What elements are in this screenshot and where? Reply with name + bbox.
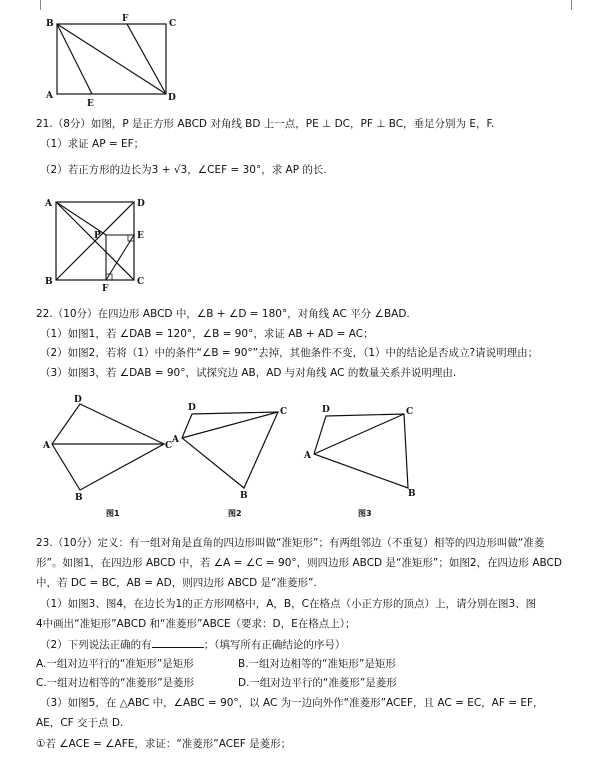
label-A: A (304, 451, 311, 461)
q23-line3: 中，若 DC = BC，AB = AD，则四边形 ABCD 是“准菱形”. (36, 577, 317, 589)
label-C: C (169, 19, 177, 29)
q22-part1: （1）如图1，若 ∠DAB = 120°，∠B = 90°，求证 AB + AD = AC； (40, 328, 374, 340)
q22-part2: （2）如图2，若将（1）中的条件“∠B = 90°”去掉，其他条件不变，（1）中的结论是否成立?请说明理由； (40, 347, 539, 359)
label-D: D (168, 93, 176, 103)
figure-q21-square (40, 194, 160, 294)
q23-part2-hint: ；（填写所有正确结论的序号） (203, 639, 346, 651)
figure-q22-2 (170, 392, 300, 518)
label-D: D (74, 395, 82, 405)
q22-heading: 22.（10分）在四边形 ABCD 中，∠B + ∠D = 180°，对角线 AC 平分 ∠BAD. (36, 308, 410, 320)
q23-line9: （3）如图5，在 △ABC 中，∠ABC = 90°，以 AC 为一边向外作“准菱形”ACEF，且 AC = EC，AF = EF， (40, 697, 544, 709)
label-A: A (46, 91, 53, 101)
q23-line1: 23.（10分）定义：有一组对角是直角的四边形叫做“准矩形”；有两组邻边（不重复）相等的四边形叫做“准菱 (36, 537, 545, 549)
label-P: P (94, 231, 101, 241)
q23-option-d: D.一组对边平行的“准菱形”是菱形 (238, 677, 397, 689)
answer-blank (152, 637, 204, 648)
label-A: A (172, 435, 179, 445)
q23-line11: ①若 ∠ACE = ∠AFE，求证：“准菱形”ACEF 是菱形； (36, 738, 292, 750)
label-C: C (165, 441, 173, 451)
q21-heading: 21.（8分）如图，P 是正方形 ABCD 对角线 BD 上一点，PE ⊥ DC，PF ⊥ BC，垂足分别为 E，F. (36, 118, 495, 130)
label-B: B (240, 491, 248, 501)
label-B: B (45, 277, 53, 287)
label-A: A (43, 441, 50, 451)
q23-option-a: A.一组对边平行的“准矩形”是矩形 (36, 658, 194, 670)
q23-line10: AE，CF 交于点 D. (36, 717, 124, 729)
q23-line2: 形”。如图1，在四边形 ABCD 中，若 ∠A = ∠C = 90°，则四边形 ABCD 是“准矩形”；如图2，在四边形 ABCD (36, 557, 562, 569)
label-D: D (137, 199, 145, 209)
label-C: C (406, 407, 414, 417)
q22-part3: （3）如图3，若 ∠DAB = 90°，试探究边 AB，AD 与对角线 AC 的数量关系并说明理由. (40, 367, 457, 379)
q23-line6 (40, 637, 345, 652)
figure-q22-1 (40, 392, 180, 518)
label-C: C (280, 407, 288, 417)
q21-part2: （2）若正方形的边长为3 + √3，∠CEF = 30°，求 AP 的长. (40, 164, 327, 176)
q23-line5: 4中画出“准矩形”ABCD 和“准菱形”ABCE（要求：D，E在格点上）； (36, 618, 356, 630)
q23-line4: （1）如图3、图4，在边长为1的正方形网格中，A，B，C在格点（小正方形的顶点）上，请分别在图3、图 (40, 598, 537, 610)
label-C: C (137, 277, 145, 287)
label-F: F (122, 14, 129, 24)
caption-figure-3: 图3 (358, 509, 372, 518)
q23-option-c: C.一组对边相等的“准菱形”是菱形 (36, 677, 195, 689)
label-D: D (188, 403, 196, 413)
label-F: F (102, 284, 109, 294)
figure-q20-rectangle (40, 14, 180, 110)
q23-part2-text: （2）下列说法正确的有 (40, 639, 152, 651)
page-corner-mark-left (40, 0, 41, 10)
q21-part1: （1）求证 AP = EF； (40, 138, 145, 150)
label-D: D (322, 405, 330, 415)
label-E: E (87, 99, 94, 109)
page-corner-mark-right (571, 0, 572, 10)
label-E: E (137, 231, 144, 241)
label-B: B (408, 489, 416, 499)
figure-q22-3 (300, 392, 430, 518)
q23-option-b: B.一组对边相等的“准矩形”是矩形 (238, 658, 396, 670)
label-B: B (46, 19, 54, 29)
caption-figure-2: 图2 (228, 509, 242, 518)
label-A: A (45, 199, 52, 209)
label-B: B (75, 493, 83, 503)
caption-figure-1: 图1 (106, 509, 120, 518)
